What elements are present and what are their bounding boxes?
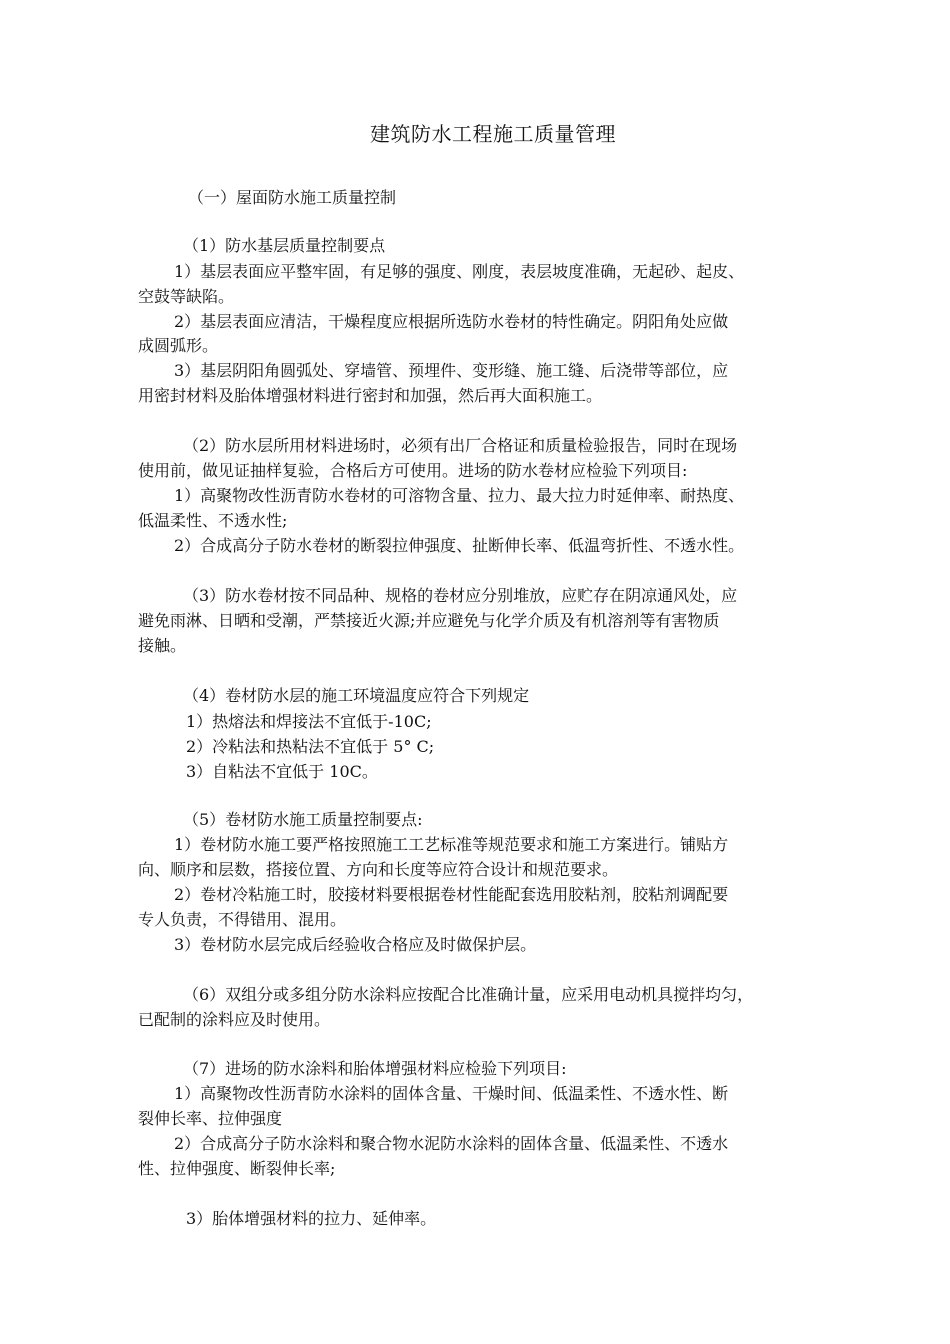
paragraph-line: 专人负责，不得错用、混用。 [138,910,347,929]
subsection-heading: （4）卷材防水层的施工环境温度应符合下列规定 [183,686,530,705]
paragraph-line: 1）卷材防水施工要严格按照施工工艺标准等规范要求和施工方案进行。铺贴方 [174,835,729,854]
paragraph-line: 2）合成高分子防水卷材的断裂拉伸强度、扯断伸长率、低温弯折性、不透水性。 [174,536,745,555]
paragraph-line: 向、顺序和层数，搭接位置、方向和长度等应符合设计和规范要求。 [138,860,619,879]
list-item: 3）自粘法不宜低于 10C。 [186,762,378,781]
paragraph-line: 使用前，做见证抽样复验，合格后方可使用。进场的防水卷材应检验下列项目: [138,461,688,480]
paragraph-line: 2）卷材冷粘施工时，胶接材料要根据卷材性能配套选用胶粘剂，胶粘剂调配要 [174,885,729,904]
page-title: 建筑防水工程施工质量管理 [370,122,616,146]
paragraph-line: （3）防水卷材按不同品种、规格的卷材应分别堆放，应贮存在阴凉通风处，应 [183,586,738,605]
paragraph-line: （2）防水层所用材料进场时，必须有出厂合格证和质量检验报告，同时在现场 [183,436,738,455]
paragraph-line: 空鼓等缺陷。 [138,287,235,306]
subsection-heading: （7）进场的防水涂料和胎体增强材料应检验下列项目: [183,1059,567,1078]
paragraph-line: 已配制的涂料应及时使用。 [138,1010,331,1029]
paragraph-line: （6）双组分或多组分防水涂料应按配合比准确计量，应采用电动机具搅拌均匀， [183,985,754,1004]
paragraph-line: 低温柔性、不透水性; [138,511,288,530]
list-item: 3）胎体增强材料的拉力、延伸率。 [186,1209,437,1228]
paragraph-line: 3）基层阴阳角圆弧处、穿墙管、预埋件、变形缝、施工缝、后浇带等部位，应 [174,361,729,380]
paragraph-line: 接触。 [138,636,187,655]
list-item: 2）冷粘法和热粘法不宜低于 5° C; [186,737,435,756]
subsection-heading: （1）防水基层质量控制要点 [183,236,386,255]
paragraph-line: 1）基层表面应平整牢固，有足够的强度、刚度，表层坡度准确，无起砂、起皮、 [174,262,745,281]
paragraph-line: 成圆弧形。 [138,336,219,355]
paragraph-line: 3）卷材防水层完成后经验收合格应及时做保护层。 [174,935,537,954]
paragraph-line: 裂伸长率、拉伸强度 [138,1109,283,1128]
paragraph-line: 1）高聚物改性沥青防水卷材的可溶物含量、拉力、最大拉力时延伸率、耐热度、 [174,486,745,505]
paragraph-line: 性、拉伸强度、断裂伸长率; [138,1159,336,1178]
paragraph-line: 避免雨淋、日晒和受潮，严禁接近火源;并应避免与化学介质及有机溶剂等有害物质 [138,611,720,630]
list-item: 1）热熔法和焊接法不宜低于-10C; [186,712,432,731]
paragraph-line: 2）基层表面应清洁，干燥程度应根据所选防水卷材的特性确定。阴阳角处应做 [174,312,729,331]
subsection-heading: （5）卷材防水施工质量控制要点: [183,810,423,829]
paragraph-line: 2）合成高分子防水涂料和聚合物水泥防水涂料的固体含量、低温柔性、不透水 [174,1134,729,1153]
paragraph-line: 用密封材料及胎体增强材料进行密封和加强，然后再大面积施工。 [138,386,603,405]
section-heading: （一）屋面防水施工质量控制 [188,188,397,207]
paragraph-line: 1）高聚物改性沥青防水涂料的固体含量、干燥时间、低温柔性、不透水性、断 [174,1084,729,1103]
